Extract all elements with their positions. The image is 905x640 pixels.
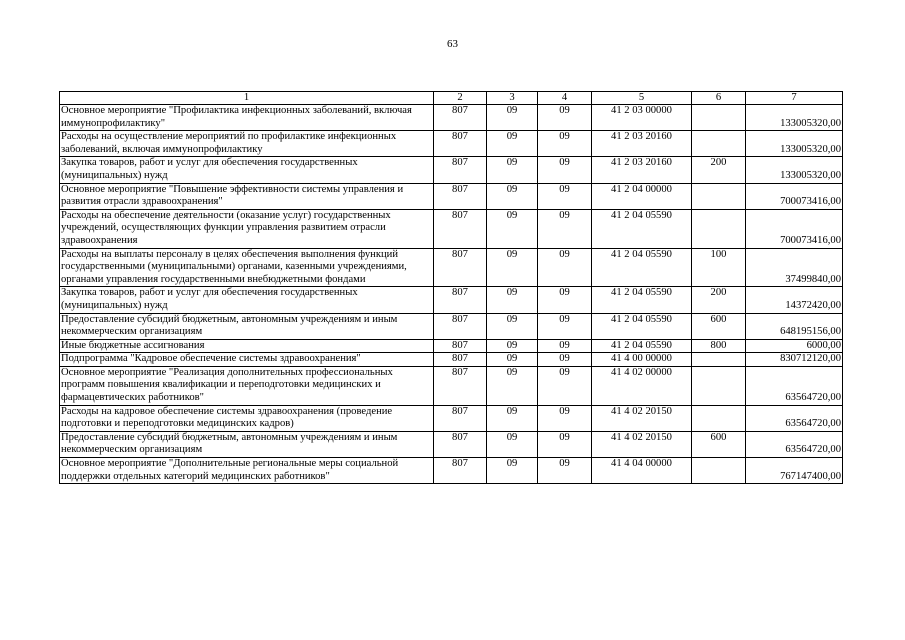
cell-ministry-code: 807 [434,339,487,353]
cell-ministry-code: 807 [434,157,487,183]
table-row [60,131,843,157]
table-row [60,458,843,484]
column-header: 7 [746,92,843,105]
cell-section: 09 [487,287,538,313]
row-name: Расходы на осуществление мероприятий по профилактике инфекционных заболеваний, включая иммунопрофилактику [60,131,434,157]
cell-target-item: 41 2 04 05590 [592,248,692,287]
cell-target-item: 41 4 02 20150 [592,405,692,431]
cell-expense-type: 100 [692,248,746,287]
cell-expense-type [692,353,746,367]
cell-section: 09 [487,405,538,431]
cell-ministry-code: 807 [434,458,487,484]
table-row [60,287,843,313]
cell-amount: 63564720,00 [746,366,843,405]
cell-amount: 648195156,00 [746,313,843,339]
cell-section: 09 [487,105,538,131]
cell-expense-type [692,131,746,157]
cell-expense-type [692,183,746,209]
cell-subsection: 09 [538,131,592,157]
cell-ministry-code: 807 [434,366,487,405]
cell-amount: 37499840,00 [746,248,843,287]
cell-subsection: 09 [538,353,592,367]
cell-subsection: 09 [538,339,592,353]
table-row [60,313,843,339]
cell-amount: 14372420,00 [746,287,843,313]
table-row [60,353,843,367]
cell-subsection: 09 [538,248,592,287]
cell-section: 09 [487,366,538,405]
cell-target-item: 41 2 04 05590 [592,313,692,339]
cell-subsection: 09 [538,431,592,457]
row-name: Предоставление субсидий бюджетным, автономным учреждениям и иным некоммерческим организациям [60,313,434,339]
table-row [60,431,843,457]
row-name: Основное мероприятие "Реализация дополнительных профессиональных программ повышения квалификации и переподготовки медицинских и фармацевтических работников" [60,366,434,405]
cell-section: 09 [487,458,538,484]
cell-expense-type: 800 [692,339,746,353]
row-name: Предоставление субсидий бюджетным, автономным учреждениям и иным некоммерческим организациям [60,431,434,457]
cell-section: 09 [487,131,538,157]
column-header: 1 [60,92,434,105]
row-name: Расходы на кадровое обеспечение системы здравоохранения (проведение подготовки и переподготовки медицинских кадров) [60,405,434,431]
cell-target-item: 41 2 04 05590 [592,287,692,313]
cell-subsection: 09 [538,209,592,248]
cell-expense-type: 600 [692,431,746,457]
cell-expense-type [692,405,746,431]
cell-amount: 133005320,00 [746,105,843,131]
cell-amount: 700073416,00 [746,183,843,209]
cell-target-item: 41 4 04 00000 [592,458,692,484]
cell-amount: 767147400,00 [746,458,843,484]
row-name: Закупка товаров, работ и услуг для обеспечения государственных (муниципальных) нужд [60,287,434,313]
cell-section: 09 [487,248,538,287]
cell-expense-type [692,209,746,248]
cell-section: 09 [487,157,538,183]
row-name: Основное мероприятие "Повышение эффективности системы управления и развития отрасли здравоохранения" [60,183,434,209]
cell-section: 09 [487,339,538,353]
cell-ministry-code: 807 [434,313,487,339]
cell-section: 09 [487,431,538,457]
cell-subsection: 09 [538,405,592,431]
cell-section: 09 [487,209,538,248]
row-name: Расходы на обеспечение деятельности (оказание услуг) государственных учреждений, осуществляющих функции управления развитием отрасли здравоохранения [60,209,434,248]
row-name: Подпрограмма "Кадровое обеспечение системы здравоохранения" [60,353,434,367]
cell-expense-type: 200 [692,287,746,313]
cell-subsection: 09 [538,287,592,313]
row-name: Иные бюджетные ассигнования [60,339,434,353]
table-body [60,105,843,484]
cell-target-item: 41 4 02 00000 [592,366,692,405]
cell-ministry-code: 807 [434,248,487,287]
table-row [60,209,843,248]
cell-target-item: 41 2 04 05590 [592,209,692,248]
table-row [60,105,843,131]
cell-expense-type [692,366,746,405]
row-name: Расходы на выплаты персоналу в целях обеспечения выполнения функций государственными (муниципальными) органами, казенными учреждениями, органами управления государственными внебюджетными фондами [60,248,434,287]
cell-target-item: 41 2 03 20160 [592,131,692,157]
table-row [60,157,843,183]
budget-table [59,91,843,484]
cell-ministry-code: 807 [434,183,487,209]
column-header: 4 [538,92,592,105]
cell-section: 09 [487,313,538,339]
cell-expense-type: 600 [692,313,746,339]
row-name: Закупка товаров, работ и услуг для обеспечения государственных (муниципальных) нужд [60,157,434,183]
row-name: Основное мероприятие "Профилактика инфекционных заболеваний, включая иммунопрофилактику" [60,105,434,131]
cell-ministry-code: 807 [434,131,487,157]
cell-amount: 700073416,00 [746,209,843,248]
cell-expense-type [692,458,746,484]
table-row [60,248,843,287]
cell-ministry-code: 807 [434,353,487,367]
cell-target-item: 41 2 03 20160 [592,157,692,183]
table-row [60,339,843,353]
cell-subsection: 09 [538,157,592,183]
cell-amount: 63564720,00 [746,431,843,457]
cell-amount: 133005320,00 [746,131,843,157]
cell-ministry-code: 807 [434,209,487,248]
cell-subsection: 09 [538,366,592,405]
cell-amount: 133005320,00 [746,157,843,183]
cell-target-item: 41 2 04 00000 [592,183,692,209]
column-header: 3 [487,92,538,105]
cell-subsection: 09 [538,313,592,339]
cell-subsection: 09 [538,183,592,209]
table-row [60,366,843,405]
cell-ministry-code: 807 [434,431,487,457]
cell-ministry-code: 807 [434,105,487,131]
cell-expense-type: 200 [692,157,746,183]
cell-expense-type [692,105,746,131]
column-header: 2 [434,92,487,105]
cell-amount: 830712120,00 [746,353,843,367]
cell-ministry-code: 807 [434,287,487,313]
cell-subsection: 09 [538,458,592,484]
cell-amount: 63564720,00 [746,405,843,431]
column-header: 6 [692,92,746,105]
cell-target-item: 41 2 04 05590 [592,339,692,353]
cell-target-item: 41 2 03 00000 [592,105,692,131]
cell-amount: 6000,00 [746,339,843,353]
row-name: Основное мероприятие "Дополнительные региональные меры социальной поддержки отдельных категорий медицинских работников" [60,458,434,484]
column-header: 5 [592,92,692,105]
cell-ministry-code: 807 [434,405,487,431]
cell-section: 09 [487,183,538,209]
cell-target-item: 41 4 02 20150 [592,431,692,457]
table-row [60,405,843,431]
cell-section: 09 [487,353,538,367]
cell-subsection: 09 [538,105,592,131]
table-row [60,183,843,209]
cell-target-item: 41 4 00 00000 [592,353,692,367]
page-number: 63 [447,38,458,50]
header-row [60,92,843,105]
